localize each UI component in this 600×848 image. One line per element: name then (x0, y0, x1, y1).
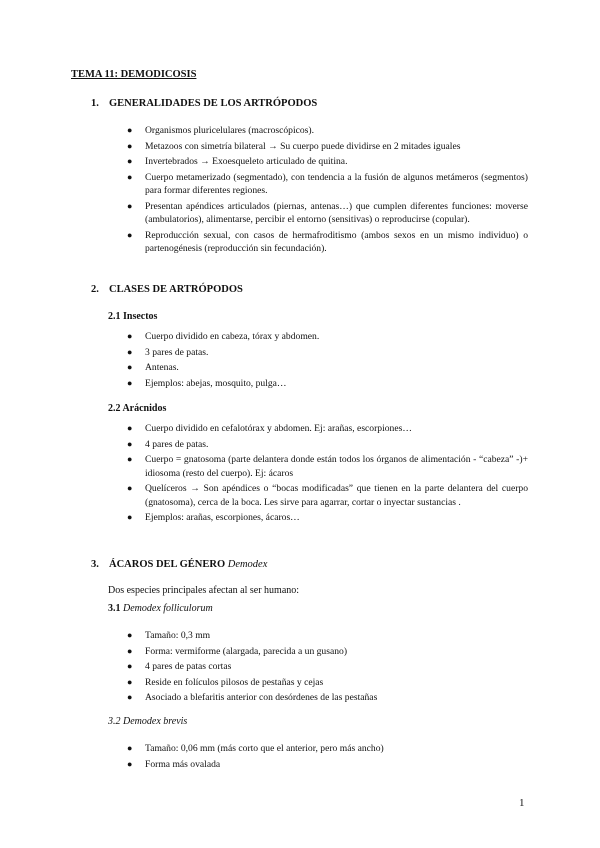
section-2-number: 2. (91, 284, 99, 295)
subsection-insectos-heading: 2.1 Insectos (108, 311, 158, 322)
subsection-folliculorum-name: Demodex folliculorum (123, 603, 213, 614)
bullet-icon: ● (127, 346, 133, 357)
list-item: ● Cuerpo dividido en cefalotórax y abdomen. Ej: arañas, escorpiones… (127, 423, 412, 434)
bullet-icon: ● (127, 423, 133, 433)
list-item: ● Invertebrados → Exoesqueleto articulado de quitina. (127, 156, 348, 167)
list-item: ● 3 pares de patas. (127, 346, 209, 358)
list-item: ● Metazoos con simetría bilateral → Su cuerpo puede dividirse en 2 mitades iguales (127, 140, 461, 152)
section-3-intro: Dos especies principales afectan al ser humano: (108, 585, 300, 596)
brevis-list (0, 742, 528, 773)
list-item: ● Asociado a blefaritis anterior con desórdenes de las pestañas (127, 692, 378, 703)
section-1-title: GENERALIDADES DE LOS ARTRÓPODOS (109, 98, 318, 109)
bullet-icon: ● (127, 758, 133, 769)
subsection-folliculorum-heading (108, 603, 213, 614)
bullet-icon: ● (127, 331, 133, 341)
list-item: ● Reside en folículos pilosos de pestañas y cejas (127, 676, 324, 688)
list-item: ● Forma más ovalada (127, 758, 221, 770)
bullet-icon: ● (127, 377, 133, 388)
list-item: ● Antenas. (127, 362, 179, 373)
aracnidos-list (0, 422, 528, 527)
bullet-icon: ● (127, 645, 133, 656)
section-1-number: 1. (91, 98, 99, 109)
bullet-icon: ● (127, 483, 133, 493)
bullet-icon: ● (127, 125, 133, 135)
section-3-title-italic: Demodex (227, 559, 268, 570)
bullet-icon: ● (127, 362, 133, 372)
bullet-icon: ● (127, 630, 133, 640)
bullet-icon: ● (127, 743, 133, 753)
insectos-list (0, 330, 528, 392)
document-title: TEMA 11: DEMODICOSIS (71, 69, 197, 80)
bullet-icon: ● (127, 200, 133, 211)
bullet-icon: ● (127, 676, 133, 687)
bullet-icon: ● (127, 661, 133, 671)
section-1-list (0, 124, 528, 258)
list-item: ● Tamaño: 0,3 mm (127, 630, 211, 641)
bullet-icon: ● (127, 454, 133, 464)
list-item: ● 4 pares de patas. (127, 438, 209, 450)
list-item: ● Cuerpo dividido en cabeza, tórax y abdomen. (127, 331, 320, 342)
bullet-icon: ● (127, 438, 133, 449)
folliculorum-list (0, 629, 528, 707)
bullet-icon: ● (127, 140, 133, 151)
section-2-title: CLASES DE ARTRÓPODOS (109, 284, 243, 295)
list-item: ● 4 pares de patas cortas (127, 661, 232, 672)
bullet-icon: ● (127, 171, 133, 182)
bullet-icon: ● (127, 512, 133, 522)
list-item: ● Organismos pluricelulares (macroscópicos). (127, 125, 314, 136)
bullet-icon: ● (127, 229, 133, 240)
page-number: 1 (519, 797, 525, 809)
bullet-icon: ● (127, 692, 133, 702)
section-3-heading (91, 559, 267, 570)
subsection-brevis-name: 3.2 Demodex brevis (108, 716, 188, 727)
list-item: ● Reproducción sexual, con casos de hermafroditismo (ambos sexos en un mismo individuo) o partenogénesis (reproducción sin fecundación). (127, 229, 528, 254)
list-item: ● Tamaño: 0,06 mm (más corto que el anterior, pero más ancho) (127, 743, 384, 754)
list-item: ● Forma: vermiforme (alargada, parecida a un gusano) (127, 645, 348, 657)
subsection-brevis-heading (108, 716, 187, 727)
bullet-icon: ● (127, 156, 133, 166)
list-item: ● Ejemplos: abejas, mosquito, pulga… (127, 377, 287, 389)
section-3-title: ÁCAROS DEL GÉNERO (109, 559, 226, 570)
list-item: ● Cuerpo = gnatosoma (parte delantera donde están todos los órganos de alimentación - “cabeza” -)+ idiosoma (resto del cuerpo). Ej: ácaros (127, 454, 528, 479)
section-3-number: 3. (91, 559, 99, 570)
section-2-heading (91, 284, 243, 295)
subsection-folliculorum-number: 3.1 (108, 603, 121, 614)
list-item: ● Cuerpo metamerizado (segmentado), con tendencia a la fusión de algunos metámeros (segmentos) para formar diferentes regiones. (127, 171, 528, 196)
subsection-aracnidos-heading: 2.2 Arácnidos (108, 403, 167, 414)
list-item: ● Ejemplos: arañas, escorpiones, ácaros… (127, 512, 300, 523)
section-1-heading (91, 98, 317, 109)
list-item: ● Presentan apéndices articulados (piernas, antenas…) que cumplen diferentes funciones: moverse (ambulatorios), alimentarse, percibir el entorno (sensitivas) o reproducirse (copular). (127, 200, 528, 225)
list-item: ● Quelíceros → Son apéndices o “bocas modificadas” que tienen en la parte delantera del cuerpo (gnatosoma), cerca de la boca. Les sirve para agarrar, cortar o inyectar sustancias . (127, 483, 528, 508)
